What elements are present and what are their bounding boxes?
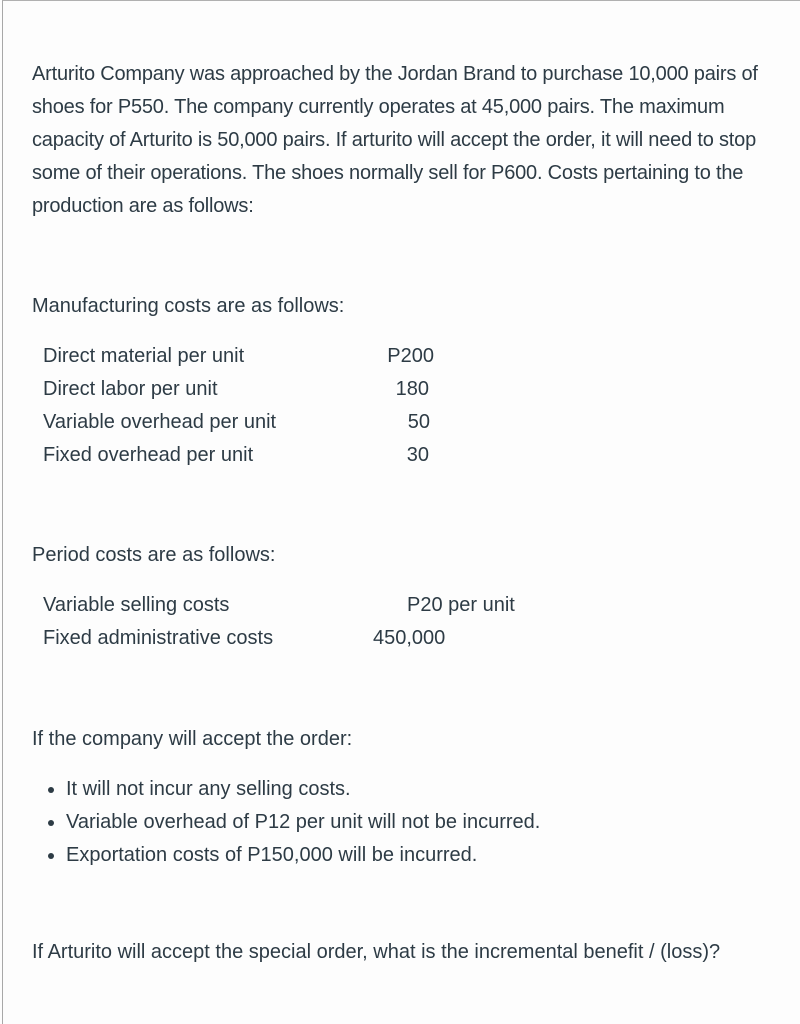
conditions-heading: If the company will accept the order: — [32, 728, 353, 750]
cost-row-direct-material — [43, 343, 434, 369]
cost-label: Direct material per unit — [43, 345, 245, 367]
period-row-variable-selling — [43, 592, 543, 618]
cost-value: P20 per unit — [407, 594, 515, 616]
condition-item: • Exportation costs of P150,000 will be incurred. — [66, 839, 540, 872]
cost-row-direct-labor — [43, 376, 429, 402]
period-heading: Period costs are as follows: — [32, 544, 276, 566]
cost-value: 450,000 — [373, 627, 446, 649]
cost-label: Fixed administrative costs — [43, 627, 274, 649]
cost-value: 30 — [406, 444, 429, 466]
manufacturing-heading: Manufacturing costs are as follows: — [32, 295, 345, 317]
cost-label: Direct labor per unit — [43, 378, 218, 400]
condition-item: • It will not incur any selling costs. — [66, 773, 540, 806]
question-text: If Arturito will accept the special order, what is the incremental benefit / (loss)? — [32, 941, 721, 963]
condition-item: • Variable overhead of P12 per unit will not be incurred. — [66, 806, 540, 839]
cost-label: Variable selling costs — [43, 594, 230, 616]
cost-value: 180 — [395, 378, 429, 400]
cost-value: P200 — [387, 345, 434, 367]
cost-label: Variable overhead per unit — [43, 411, 277, 433]
cost-label: Fixed overhead per unit — [43, 444, 254, 466]
conditions-list — [44, 773, 540, 872]
cost-value: 50 — [407, 411, 430, 433]
intro-paragraph: Arturito Company was approached by the Jordan Brand to purchase 10,000 pairs of shoes for P550. The company currently operates at 45,000 pairs. The maximum capacity of Arturito is 50,000 pairs. If arturito will accept the order, it will need to stop some of their operations. The shoes normally sell for P600. Costs pertaining to the production are as follows: — [32, 63, 758, 217]
period-row-fixed-admin — [43, 625, 543, 651]
cost-row-variable-overhead — [43, 409, 430, 435]
cost-row-fixed-overhead — [43, 442, 429, 468]
